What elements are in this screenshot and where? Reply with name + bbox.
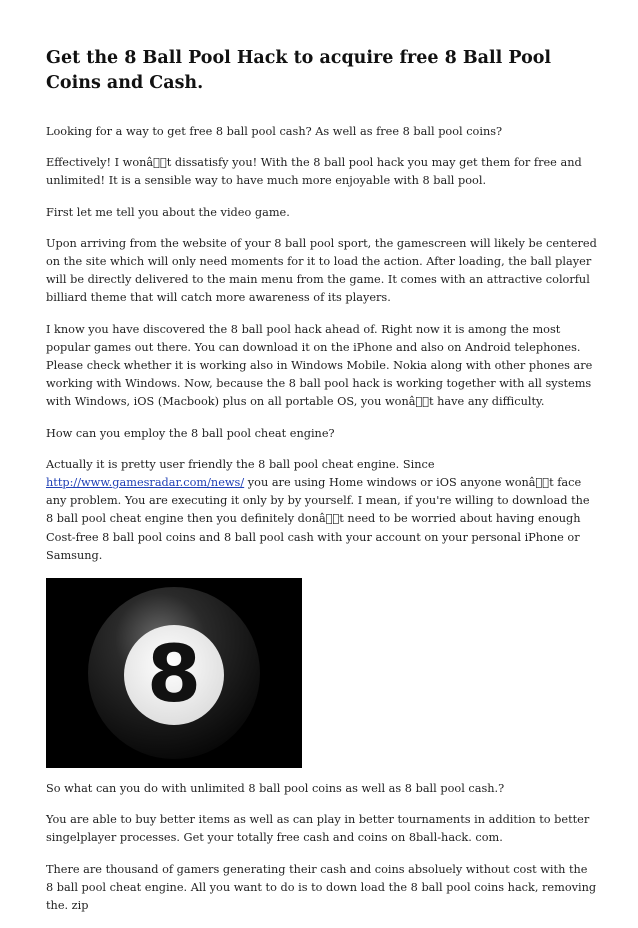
usage-text-start: Actually it is pretty user friendly the 8 ball pool cheat engine. Since bbox=[46, 457, 435, 471]
paragraph-intro: Looking for a way to get free 8 ball pool cash? As well as free 8 ball pool coins? bbox=[46, 125, 503, 138]
paragraph-platforms: I know you have discovered the 8 ball pool hack ahead of. Right now it is among the most popular games out there. You can download it on the iPhone and also on Android telephones. Please check whether it is working also in Windows Mobile. Nokia along with other phones are working with Windows. Now, because the 8 ball pool hack is working together with all systems with Windows, iOS (Macbook) plus on all portable OS, you wonâ  t have any difficulty. bbox=[46, 322, 593, 409]
page-title: Get the 8 Ball Pool Hack to acquire free 8 Ball Pool Coins and Cash. bbox=[46, 48, 552, 93]
paragraph-unlimited: So what can you do with unlimited 8 ball pool coins as well as 8 ball pool cash.? bbox=[46, 782, 505, 796]
gamesradar-link[interactable]: http://www.gamesradar.com/news/ bbox=[46, 476, 245, 490]
paragraph-arrival: Upon arriving from the website of your 8 ball pool sport, the gamescreen will likely be centered on the site which will only need moments for it to load the action. After loading, the ball player will be directly delivered to the main menu from the game. It comes with an attractive colorful billiard theme that will catch more awareness of its players. bbox=[46, 236, 597, 305]
paragraph-promise: Effectively! I wonâ  t dissatisfy you! With the 8 ball pool hack you may get them for free and unlimited! It is a sensible way to have much more enjoyable with 8 ball pool. bbox=[46, 156, 582, 188]
paragraph-download: There are thousand of gamers generating their cash and coins absoluely without cost with the 8 ball pool cheat engine. All you want to do is to down load the 8 ball pool coins hack, removing the. zip bbox=[46, 862, 597, 913]
ball-digit: 8 bbox=[146, 630, 202, 721]
usage-text-end: you are using Home windows or iOS anyone wonâ  t face any problem. You are executing it only by by yourself. I mean, if you're willing to download the 8 ball pool cheat engine then you definitely donâ  t need to be worried about having enough Cost-free 8 ball pool coins and 8 ball pool cash with your account on your personal iPhone or Samsung. bbox=[46, 476, 590, 562]
paragraph-game-intro: First let me tell you about the video game. bbox=[46, 205, 290, 219]
paragraph-question: How can you employ the 8 ball pool cheat engine? bbox=[46, 426, 335, 440]
eight-ball-image bbox=[46, 578, 302, 768]
paragraph-usage bbox=[46, 456, 598, 565]
paragraph-benefits: You are able to buy better items as well as can play in better tournaments in addition to better singelplayer processes. Get your totally free cash and coins on 8ball-hack. com. bbox=[46, 813, 590, 845]
document-page bbox=[46, 46, 598, 928]
eight-ball-icon bbox=[46, 578, 302, 768]
